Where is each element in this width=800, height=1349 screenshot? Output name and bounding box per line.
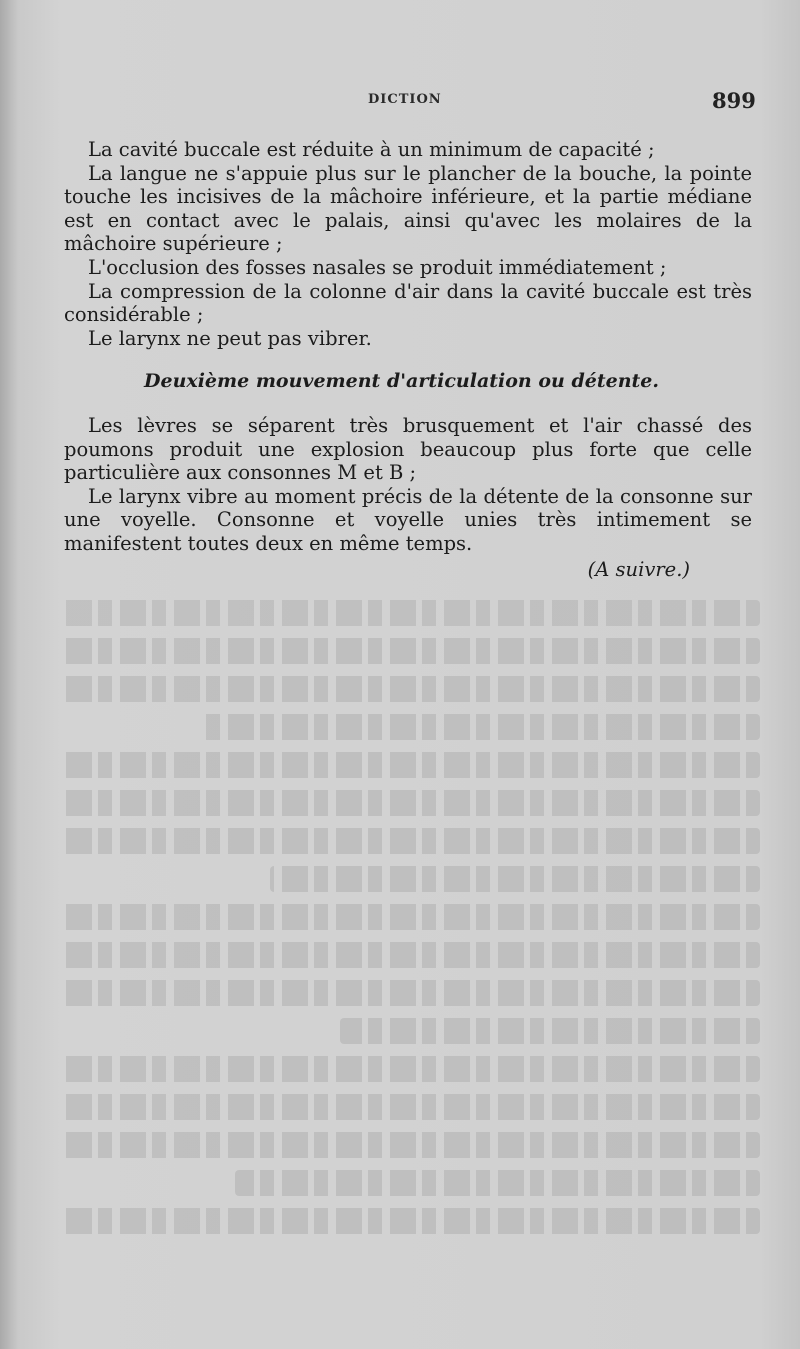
section-heading: Deuxième mouvement d'articulation ou détente. xyxy=(144,370,659,393)
show-through-text xyxy=(60,600,760,1260)
paragraph: La cavité buccale est réduite à un minimum de capacité ; xyxy=(88,138,655,161)
paragraph: Les lèvres se séparent très brusquement et l'air chassé des poumons produit une explosion beaucoup plus forte que celle particulière aux consonnes M et B ; xyxy=(64,413,752,485)
paragraph: Le larynx ne peut pas vibrer. xyxy=(88,326,372,350)
running-head: DICTION xyxy=(368,92,442,107)
paragraph: Le larynx vibre au moment précis de la détente de la consonne sur une voyelle. Consonne et voyelle unies très intimement se manifestent toutes deux en même temps. xyxy=(64,484,752,555)
continuation-text: (A suivre.) xyxy=(587,557,690,581)
paragraph: L'occlusion des fosses nasales se produit immédiatement ; xyxy=(88,255,667,279)
paragraph: La langue ne s'appuie plus sur le plancher de la bouche, la pointe touche les incisives de la mâchoire inférieure, et la partie médiane est en contact avec le palais, ainsi qu'avec les molaires de la mâchoire supérieure ; xyxy=(64,161,752,256)
page-number: 899 xyxy=(712,88,756,113)
paragraph: La compression de la colonne d'air dans la cavité buccale est très considérable ; xyxy=(64,279,752,327)
page-body xyxy=(64,138,752,581)
continuation-note xyxy=(64,558,752,582)
page-header xyxy=(0,88,800,118)
